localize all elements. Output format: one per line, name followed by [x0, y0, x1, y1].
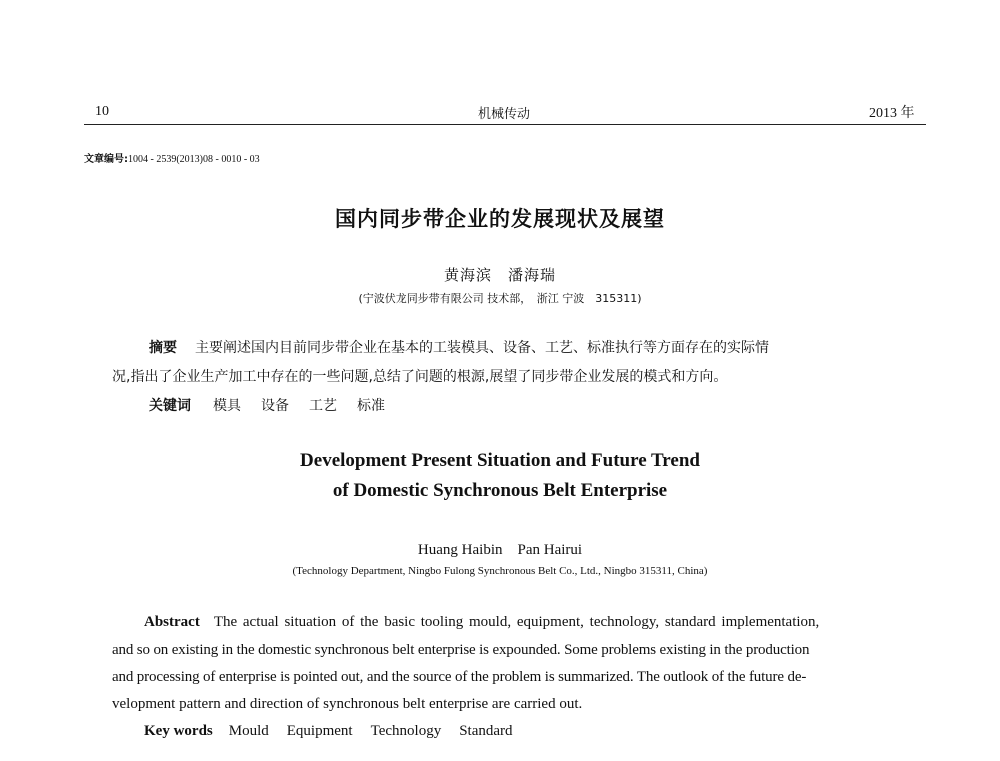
en-authors: Huang Haibin Pan Hairui — [417, 542, 583, 558]
cn-abstract-text-1: 主要阐述国内目前同步带企业在基本的工装模具、设备、工艺、标准执行等方面存在的实际情 — [195, 340, 769, 356]
page-number: 10 — [95, 104, 109, 119]
en-abstract-line-1 — [144, 614, 819, 631]
cn-keywords-label: 关键词 — [149, 398, 191, 414]
cn-keyword: 标准 — [357, 398, 385, 414]
cn-keyword: 模具 — [213, 398, 241, 414]
cn-affiliation: (宁波伏龙同步带有限公司 技术部， 浙江 宁波 315311) — [358, 292, 642, 305]
header-rule — [84, 124, 926, 125]
en-abstract-text-1: The actual situation of the basic tooling mould, equipment, technology, standard implementation, — [213, 614, 820, 630]
en-keyword: Mould — [228, 723, 269, 739]
article-number-value: 1004 - 2539(2013)08 - 0010 - 03 — [128, 154, 260, 165]
en-title-line-1: Development Present Situation and Future Trend — [300, 450, 700, 471]
cn-abstract-label: 摘要 — [149, 340, 177, 356]
en-keyword: Standard — [459, 723, 513, 739]
cn-abstract-line-1 — [149, 337, 769, 357]
cn-title: 国内同步带企业的发展现状及展望 — [335, 207, 665, 231]
cn-keyword: 工艺 — [309, 398, 337, 414]
en-title-line-2: of Domestic Synchronous Belt Enterprise — [332, 480, 668, 501]
en-abstract-line-4: velopment pattern and direction of synchronous belt enterprise are carried out. — [112, 696, 583, 712]
en-keyword: Equipment — [286, 723, 353, 739]
cn-keywords — [149, 395, 405, 415]
cn-keyword: 设备 — [261, 398, 289, 414]
article-number — [84, 150, 260, 165]
journal-name: 机械传动 — [478, 107, 531, 122]
en-abstract-line-2: and so on existing in the domestic synchronous belt enterprise is expounded. Some problems existing in the production — [112, 642, 810, 658]
en-keyword: Technology — [370, 723, 442, 739]
cn-abstract-line-2: 况,指出了企业生产加工中存在的一些问题,总结了问题的根源,展望了同步带企业发展的模式和方向。 — [112, 369, 728, 385]
en-abstract-line-3: and processing of enterprise is pointed out, and the source of the problem is summarized. The outlook of the future de- — [112, 669, 807, 685]
en-keywords — [144, 723, 531, 740]
en-abstract-label: Abstract — [144, 614, 200, 630]
article-number-label: 文章编号: — [84, 154, 128, 165]
cn-authors: 黄海滨 潘海瑞 — [443, 266, 556, 284]
en-affiliation: (Technology Department, Ningbo Fulong Synchronous Belt Co., Ltd., Ningbo 315311, China) — [292, 565, 708, 577]
header-year: 2013 年 — [869, 106, 915, 121]
en-keywords-label: Key words — [144, 723, 213, 739]
